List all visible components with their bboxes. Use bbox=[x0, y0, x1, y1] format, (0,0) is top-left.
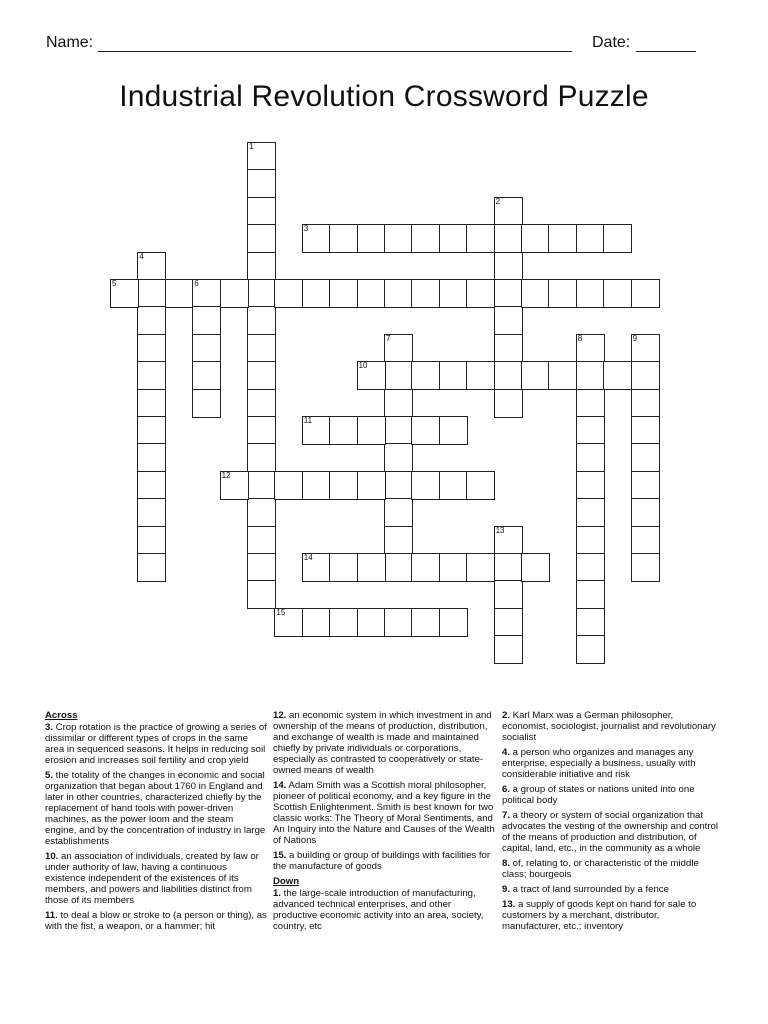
crossword-cell[interactable] bbox=[439, 553, 468, 582]
crossword-cell[interactable] bbox=[603, 361, 632, 390]
crossword-cell[interactable] bbox=[439, 279, 468, 308]
crossword-cell[interactable] bbox=[521, 224, 550, 253]
crossword-cell[interactable] bbox=[192, 389, 221, 418]
clue-across-15: 15. a building or group of buildings with facilities for the manufacture of goods bbox=[273, 850, 491, 872]
clue-number: 11 bbox=[303, 416, 313, 425]
crossword-cell[interactable] bbox=[411, 608, 440, 637]
crossword-cell[interactable] bbox=[247, 252, 276, 281]
crossword-cell[interactable] bbox=[631, 443, 660, 472]
crossword-cell[interactable] bbox=[137, 553, 166, 582]
crossword-cell[interactable] bbox=[576, 635, 605, 664]
crossword-cell[interactable] bbox=[247, 498, 276, 527]
crossword-cell[interactable] bbox=[247, 169, 276, 198]
clue-number: 7 bbox=[386, 333, 391, 343]
crossword-cell[interactable] bbox=[576, 608, 605, 637]
clue-across-12: 12. an economic system in which investment in and ownership of the means of production, distribution, and exchange of wealth is made and maintained chiefly by private individuals or corporations, especially as contrasted to cooperatively or state-owned means of wealth bbox=[273, 710, 492, 776]
crossword-cell[interactable] bbox=[576, 361, 605, 390]
clue-down-2: 2. Karl Marx was a German philosopher, economist, sociologist, journalist and revolutionary socialist bbox=[502, 710, 716, 743]
crossword-cell[interactable] bbox=[494, 608, 523, 637]
crossword-cell[interactable] bbox=[466, 224, 495, 253]
crossword-cell[interactable] bbox=[631, 389, 660, 418]
crossword-cell[interactable] bbox=[357, 224, 386, 253]
crossword-cell[interactable] bbox=[411, 553, 440, 582]
crossword-cell[interactable] bbox=[384, 389, 413, 418]
crossword-cell[interactable] bbox=[329, 608, 358, 637]
crossword-cell[interactable] bbox=[247, 553, 276, 582]
crossword-cell[interactable] bbox=[439, 471, 468, 500]
crossword-cell[interactable] bbox=[576, 389, 605, 418]
crossword-cell[interactable] bbox=[137, 526, 166, 555]
crossword-cell[interactable] bbox=[548, 361, 577, 390]
crossword-cell[interactable] bbox=[466, 553, 495, 582]
name-label: Name: bbox=[46, 34, 94, 51]
page-title: Industrial Revolution Crossword Puzzle bbox=[119, 80, 649, 113]
crossword-cell[interactable] bbox=[329, 471, 358, 500]
crossword-cell[interactable] bbox=[494, 635, 523, 664]
crossword-cell[interactable] bbox=[439, 361, 468, 390]
crossword-cell[interactable] bbox=[137, 306, 166, 335]
crossword-cell[interactable] bbox=[466, 279, 495, 308]
crossword-cell[interactable] bbox=[302, 608, 331, 637]
crossword-cell[interactable] bbox=[302, 279, 331, 308]
clue-number: 6 bbox=[194, 279, 199, 288]
crossword-cell[interactable] bbox=[494, 553, 523, 582]
crossword-cell[interactable] bbox=[274, 471, 303, 500]
clue-down-9: 9. a tract of land surrounded by a fence bbox=[502, 884, 669, 895]
clue-number: 1 bbox=[249, 142, 254, 151]
crossword-cell[interactable] bbox=[576, 279, 605, 308]
crossword-cell[interactable] bbox=[576, 498, 605, 527]
crossword-cell[interactable] bbox=[329, 224, 358, 253]
crossword-cell[interactable] bbox=[466, 471, 495, 500]
date-label: Date: bbox=[592, 34, 631, 51]
clues-column-1 bbox=[45, 710, 267, 936]
crossword-cell[interactable] bbox=[576, 334, 605, 363]
crossword-cell[interactable] bbox=[247, 334, 276, 363]
crossword-cell[interactable] bbox=[137, 443, 166, 472]
crossword-cell[interactable] bbox=[494, 252, 523, 281]
crossword-cell[interactable] bbox=[384, 279, 413, 308]
crossword-cell[interactable] bbox=[192, 306, 221, 335]
crossword-cell[interactable] bbox=[631, 471, 660, 500]
crossword-cell[interactable] bbox=[137, 416, 166, 445]
crossword-cell[interactable] bbox=[384, 526, 413, 555]
crossword-cell[interactable] bbox=[329, 416, 358, 445]
crossword-cell[interactable] bbox=[247, 443, 276, 472]
crossword-cell[interactable] bbox=[137, 361, 166, 390]
across-heading: Across bbox=[45, 710, 78, 721]
crossword-cell[interactable] bbox=[576, 224, 605, 253]
crossword-cell[interactable] bbox=[494, 224, 523, 253]
crossword-cell[interactable] bbox=[137, 389, 166, 418]
clue-number: 9 bbox=[632, 333, 638, 343]
crossword-cell[interactable] bbox=[247, 580, 276, 609]
crossword-cell[interactable] bbox=[494, 526, 523, 555]
crossword-cell[interactable] bbox=[357, 608, 386, 637]
crossword-cell[interactable] bbox=[384, 416, 413, 445]
crossword-cell[interactable] bbox=[357, 361, 386, 390]
crossword-cell[interactable] bbox=[274, 608, 303, 637]
crossword-cell[interactable] bbox=[329, 553, 358, 582]
clue-number: 2 bbox=[495, 196, 501, 206]
down-heading: Down bbox=[273, 876, 300, 887]
clue-across-3: 3. Crop rotation is the practice of growing a series of dissimilar or different types of crops in the same area in sequenced seasons. It helps in reducing soil erosion and increases soil fertility and crop yield bbox=[45, 722, 267, 766]
crossword-cell[interactable] bbox=[302, 471, 331, 500]
crossword-cell[interactable] bbox=[494, 580, 523, 609]
crossword-cell[interactable] bbox=[192, 279, 221, 308]
crossword-cell[interactable] bbox=[603, 279, 632, 308]
crossword-cell[interactable] bbox=[439, 608, 468, 637]
crossword-cell[interactable] bbox=[494, 389, 523, 418]
crossword-cell[interactable] bbox=[110, 279, 139, 308]
clue-down-4: 4. a person who organizes and manages any enterprise, especially a business, usually with considerable initiative and risk bbox=[502, 747, 696, 780]
clue-down-1: 1. the large-scale introduction of manufacturing, advanced technical enterprises, and other productive economic activity into an area, society, country, etc bbox=[273, 888, 484, 932]
crossword-cell[interactable] bbox=[631, 526, 660, 555]
crossword-cell[interactable] bbox=[411, 279, 440, 308]
clue-across-5: 5. the totality of the changes in economic and social organization that began about 1760 in England and later in other countries, characterized chiefly by the replacement of hand tools with power-driven machines, as the power loom and the steam engine, and by the concentration of industry in large establishments bbox=[45, 770, 266, 847]
crossword-cell[interactable] bbox=[384, 498, 413, 527]
clue-number: 3 bbox=[303, 224, 309, 234]
crossword-cell[interactable] bbox=[247, 471, 276, 500]
crossword-cell[interactable] bbox=[631, 553, 660, 582]
crossword-cell[interactable] bbox=[494, 279, 523, 308]
crossword-cell[interactable] bbox=[357, 279, 386, 308]
crossword-cell[interactable] bbox=[411, 361, 440, 390]
crossword-cell[interactable] bbox=[192, 361, 221, 390]
crossword-cell[interactable] bbox=[302, 416, 331, 445]
crossword-cell[interactable] bbox=[576, 580, 605, 609]
crossword-cell[interactable] bbox=[494, 306, 523, 335]
crossword-cell[interactable] bbox=[247, 142, 276, 171]
crossword-cell[interactable] bbox=[384, 224, 413, 253]
clues-column-3 bbox=[502, 710, 720, 936]
crossword-cell[interactable] bbox=[576, 553, 605, 582]
crossword-cell[interactable] bbox=[384, 553, 413, 582]
crossword-cell[interactable] bbox=[384, 608, 413, 637]
clue-down-7: 7. a theory or system of social organization that advocates the vesting of the ownership and control of the means of production and distribution, of capital, land, etc., in the community as a whole bbox=[502, 810, 718, 854]
crossword-cell[interactable] bbox=[274, 279, 303, 308]
crossword-cell[interactable] bbox=[220, 279, 249, 308]
crossword-cell[interactable] bbox=[247, 526, 276, 555]
crossword-cell[interactable] bbox=[631, 361, 660, 390]
crossword-cell[interactable] bbox=[247, 306, 276, 335]
clues-column-2 bbox=[273, 710, 495, 936]
crossword-cell[interactable] bbox=[603, 224, 632, 253]
clue-number: 5 bbox=[112, 279, 117, 288]
crossword-cell[interactable] bbox=[247, 279, 276, 308]
crossword-cell[interactable] bbox=[466, 361, 495, 390]
clue-across-14: 14. Adam Smith was a Scottish moral philosopher, pioneer of political economy, and a key figure in the Scottish Enlightenment. Smith is best known for two classic works: The Theory of Moral Sentiments, and An Inquiry into the Nature and Causes of the Wealth of Nations bbox=[273, 780, 495, 846]
crossword-cell[interactable] bbox=[220, 471, 249, 500]
crossword-cell[interactable] bbox=[384, 443, 413, 472]
crossword-cell[interactable] bbox=[576, 526, 605, 555]
crossword-cell[interactable] bbox=[411, 471, 440, 500]
crossword-cell[interactable] bbox=[548, 279, 577, 308]
crossword-cell[interactable] bbox=[192, 334, 221, 363]
crossword-cell[interactable] bbox=[631, 279, 660, 308]
crossword-cell[interactable] bbox=[576, 443, 605, 472]
crossword-cell[interactable] bbox=[137, 279, 166, 308]
clue-number: 8 bbox=[577, 333, 583, 343]
crossword-cell[interactable] bbox=[384, 361, 413, 390]
clue-across-11: 11. to deal a blow or stroke to (a person or thing), as with the fist, a weapon, or a hammer; hit bbox=[45, 910, 267, 932]
crossword-cell[interactable] bbox=[247, 197, 276, 226]
crossword-cell[interactable] bbox=[247, 389, 276, 418]
clue-number: 4 bbox=[139, 251, 144, 261]
crossword-cell[interactable] bbox=[302, 553, 331, 582]
crossword-cell[interactable] bbox=[548, 224, 577, 253]
crossword-cell[interactable] bbox=[247, 224, 276, 253]
crossword-cell[interactable] bbox=[439, 224, 468, 253]
crossword-cell[interactable] bbox=[411, 224, 440, 253]
crossword-cell[interactable] bbox=[411, 416, 440, 445]
clue-down-6: 6. a group of states or nations united into one political body bbox=[502, 784, 695, 806]
crossword-cell[interactable] bbox=[329, 279, 358, 308]
crossword-cell[interactable] bbox=[137, 252, 166, 281]
crossword-cell[interactable] bbox=[631, 498, 660, 527]
crossword-cell[interactable] bbox=[384, 471, 413, 500]
crossword-cell[interactable] bbox=[521, 553, 550, 582]
crossword-cell[interactable] bbox=[384, 334, 413, 363]
crossword-cell[interactable] bbox=[494, 334, 523, 363]
clue-number: 10 bbox=[358, 361, 368, 371]
crossword-cell[interactable] bbox=[576, 416, 605, 445]
crossword-cell[interactable] bbox=[631, 416, 660, 445]
clue-number: 15 bbox=[276, 607, 286, 617]
crossword-cell[interactable] bbox=[631, 334, 660, 363]
clue-down-8: 8. of, relating to, or characteristic of the middle class; bourgeois bbox=[502, 858, 699, 880]
clue-number: 14 bbox=[303, 553, 313, 562]
crossword-cell[interactable] bbox=[165, 279, 194, 308]
crossword-cell[interactable] bbox=[494, 361, 523, 390]
clue-number: 13 bbox=[495, 525, 505, 535]
crossword-cell[interactable] bbox=[247, 416, 276, 445]
crossword-cell[interactable] bbox=[357, 553, 386, 582]
crossword-cell[interactable] bbox=[521, 279, 550, 308]
clue-down-13: 13. a supply of goods kept on hand for sale to customers by a merchant, distributor, manufacturer, etc.; inventory bbox=[502, 899, 697, 932]
crossword-cell[interactable] bbox=[137, 471, 166, 500]
clue-number: 12 bbox=[221, 470, 231, 480]
crossword-cell[interactable] bbox=[494, 197, 523, 226]
clue-across-10: 10. an association of individuals, created by law or under authority of law, having a continuous existence independent of the existences of its members, and powers and liabilities distinct from those of its members bbox=[45, 851, 259, 906]
crossword-cell[interactable] bbox=[137, 498, 166, 527]
crossword-cell[interactable] bbox=[357, 416, 386, 445]
crossword-cell[interactable] bbox=[576, 471, 605, 500]
crossword-cell[interactable] bbox=[137, 334, 166, 363]
crossword-cell[interactable] bbox=[521, 361, 550, 390]
crossword-cell[interactable] bbox=[357, 471, 386, 500]
crossword-cell[interactable] bbox=[439, 416, 468, 445]
crossword-cell[interactable] bbox=[302, 224, 331, 253]
crossword-cell[interactable] bbox=[247, 361, 276, 390]
